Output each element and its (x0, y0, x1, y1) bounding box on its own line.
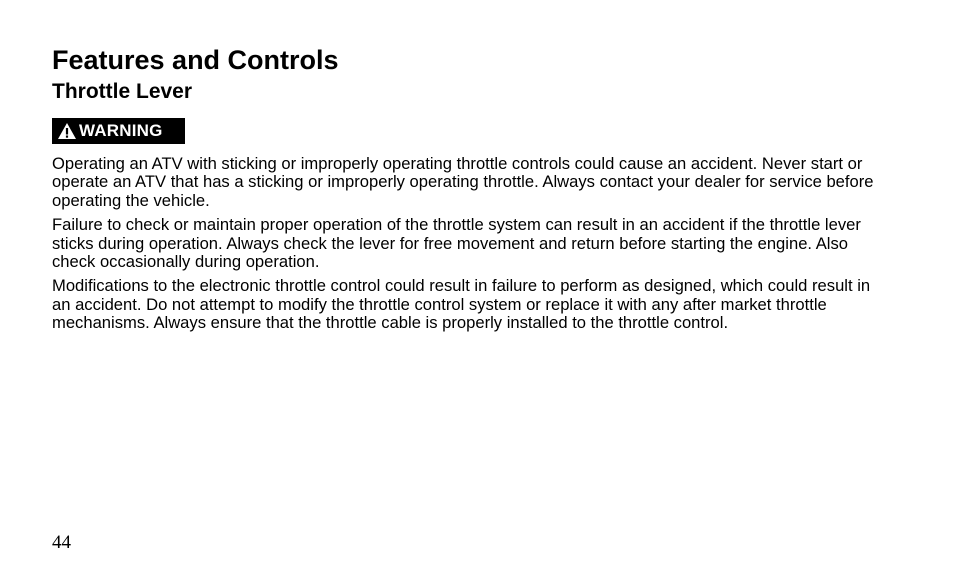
warning-paragraph: Modifications to the electronic throttle control could result in failure to perform as designed, which could result in an accident. Do not attempt to modify the throttle control system or replace it with any after market throttle mechanisms. Always ensure that the throttle cable is properly installed to the throttle control. (52, 276, 871, 333)
warning-badge (52, 118, 185, 144)
warning-label: WARNING (79, 121, 163, 140)
warning-paragraph: Operating an ATV with sticking or improperly operating throttle controls could cause an accident. Never start or operate an ATV that has a sticking or improperly operating throttle. Always contact your dealer for service before operating the vehicle. (52, 154, 874, 210)
page-number: 44 (52, 532, 71, 553)
section-title: Throttle Lever (52, 80, 193, 103)
warning-triangle-icon (57, 122, 77, 140)
page-title: Features and Controls (52, 45, 339, 75)
warning-paragraph: Failure to check or maintain proper operation of the throttle system can result in an accident if the throttle lever sticks during operation. Always check the lever for free movement and return before starting the engine. Also check occasionally during operation. (52, 215, 861, 272)
warning-body (52, 155, 892, 339)
